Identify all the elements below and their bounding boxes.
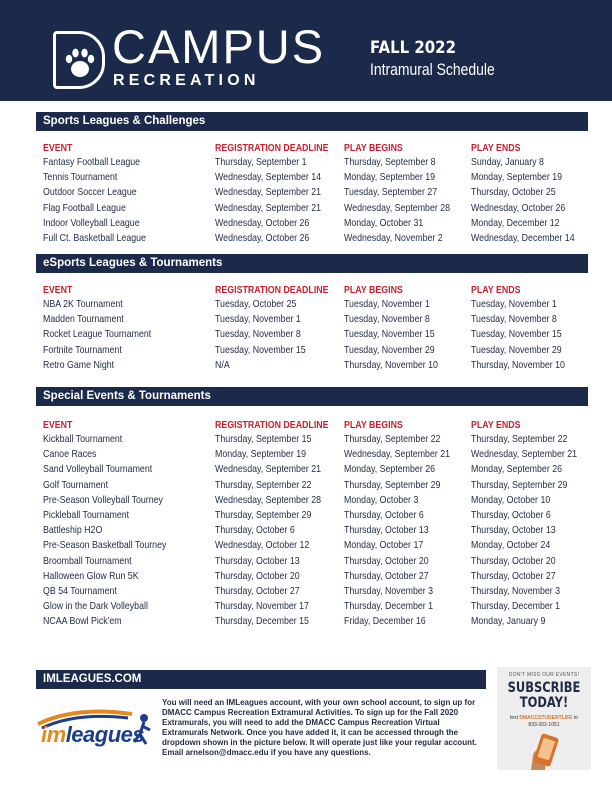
col-play-ends-header: PLAY ENDS bbox=[471, 284, 521, 296]
season-title: FALL 2022 bbox=[370, 38, 456, 58]
event-name: Canoe Races bbox=[43, 448, 97, 461]
event-name: Glow in the Dark Volleyball bbox=[43, 600, 148, 613]
col-registration-deadline-value: Thursday, October 20 bbox=[215, 569, 300, 582]
col-registration-deadline-value: Thursday, September 22 bbox=[215, 478, 312, 491]
imleagues-logo-text bbox=[41, 722, 144, 748]
promo-headline bbox=[505, 681, 582, 711]
col-play-begins-value: Monday, October 31 bbox=[344, 216, 424, 229]
col-play-ends-value: Tuesday, November 8 bbox=[471, 313, 557, 326]
col-registration-deadline-value: Thursday, September 1 bbox=[215, 156, 307, 168]
col-event-header: EVENT bbox=[43, 284, 73, 296]
col-play-ends-value: Thursday, October 20 bbox=[471, 554, 556, 567]
col-play-ends-value: Tuesday, November 29 bbox=[471, 343, 562, 356]
event-name: NCAA Bowl Pick'em bbox=[43, 615, 122, 628]
col-registration-deadline-header: REGISTRATION DEADLINE bbox=[215, 142, 329, 154]
col-play-begins-value: Wednesday, September 21 bbox=[344, 448, 451, 461]
col-registration-deadline-value: Wednesday, October 26 bbox=[215, 232, 310, 244]
col-play-begins-value: Thursday, November 10 bbox=[344, 358, 438, 371]
event-name: Flag Football League bbox=[43, 201, 126, 214]
col-play-ends-value: Monday, September 26 bbox=[471, 463, 563, 476]
col-play-begins-header: PLAY BEGINS bbox=[344, 284, 403, 296]
col-play-ends-value: Thursday, December 1 bbox=[471, 600, 561, 613]
subscribe-promo bbox=[497, 667, 591, 770]
col-play-ends-value: Monday, December 12 bbox=[471, 216, 560, 229]
col-play-begins-header: PLAY BEGINS bbox=[344, 419, 403, 431]
col-play-ends-value: Tuesday, November 15 bbox=[471, 328, 562, 341]
section-band-sports: Sports Leagues & Challenges bbox=[36, 112, 588, 131]
event-name: Fortnite Tournament bbox=[43, 343, 122, 356]
col-play-begins-value: Thursday, September 22 bbox=[344, 433, 441, 445]
imleagues-logo bbox=[36, 704, 160, 752]
logo-recreation-text: RECREATION bbox=[113, 72, 260, 89]
event-name: Golf Tournament bbox=[43, 478, 109, 491]
event-name: NBA 2K Tournament bbox=[43, 298, 123, 310]
col-play-begins-value: Monday, October 3 bbox=[344, 493, 419, 506]
event-name: Halloween Glow Run 5K bbox=[43, 569, 139, 582]
col-registration-deadline-value: Thursday, September 15 bbox=[215, 433, 312, 445]
col-play-begins-value: Thursday, October 20 bbox=[344, 554, 429, 567]
event-name: QB 54 Tournament bbox=[43, 585, 117, 597]
col-registration-deadline-value: N/A bbox=[215, 358, 230, 371]
col-play-begins-value: Tuesday, November 15 bbox=[344, 328, 435, 341]
col-play-ends-value: Thursday, October 6 bbox=[471, 509, 551, 521]
imleagues-url-band[interactable]: IMLEAGUES.COM bbox=[36, 670, 486, 689]
col-registration-deadline-value: Thursday, October 13 bbox=[215, 554, 300, 567]
col-play-begins-value: Thursday, October 6 bbox=[344, 509, 424, 521]
promo-text-pre: text bbox=[509, 715, 519, 721]
col-play-begins-value: Thursday, December 1 bbox=[344, 600, 434, 613]
col-play-ends-value: Thursday, September 22 bbox=[471, 433, 568, 445]
col-play-begins-value: Thursday, September 8 bbox=[344, 156, 436, 168]
col-play-begins-value: Wednesday, November 2 bbox=[344, 232, 443, 244]
col-play-begins-value: Wednesday, September 28 bbox=[344, 201, 451, 214]
promo-text-post: to bbox=[573, 715, 579, 721]
col-play-begins-value: Tuesday, November 8 bbox=[344, 313, 430, 326]
col-event-header: EVENT bbox=[43, 419, 73, 431]
logo-text-im: im bbox=[41, 722, 66, 747]
d-paw-logo-badge bbox=[53, 31, 105, 89]
col-play-begins-value: Monday, September 26 bbox=[344, 463, 436, 476]
event-name: Broomball Tournament bbox=[43, 554, 132, 567]
logo-campus-text: CAMPUS bbox=[112, 20, 326, 73]
promo-tagline: DON'T MISS OUR EVENTS! bbox=[508, 672, 580, 678]
col-registration-deadline-value: Wednesday, September 21 bbox=[215, 201, 322, 214]
schedule-subtitle: Intramural Schedule bbox=[370, 60, 495, 79]
col-registration-deadline-value: Thursday, November 17 bbox=[215, 600, 309, 613]
col-play-ends-value: Monday, January 9 bbox=[471, 615, 546, 628]
col-play-begins-value: Monday, October 17 bbox=[344, 539, 424, 552]
col-play-ends-value: Sunday, January 8 bbox=[471, 156, 544, 168]
col-registration-deadline-header: REGISTRATION DEADLINE bbox=[215, 284, 329, 296]
col-registration-deadline-value: Wednesday, October 26 bbox=[215, 216, 310, 229]
event-name: Rocket League Tournament bbox=[43, 328, 152, 341]
col-play-ends-value: Wednesday, December 14 bbox=[471, 232, 575, 244]
event-name: Tennis Tournament bbox=[43, 171, 118, 184]
col-play-begins-value: Thursday, October 27 bbox=[344, 569, 429, 582]
col-play-begins-value: Tuesday, November 29 bbox=[344, 343, 435, 356]
col-play-begins-value: Tuesday, September 27 bbox=[344, 186, 438, 199]
col-registration-deadline-value: Tuesday, November 15 bbox=[215, 343, 306, 356]
col-registration-deadline-value: Wednesday, October 12 bbox=[215, 539, 310, 552]
event-name: Full Ct. Basketball League bbox=[43, 232, 146, 244]
col-registration-deadline-value: Wednesday, September 28 bbox=[215, 493, 322, 506]
col-play-begins-value: Thursday, September 29 bbox=[344, 478, 441, 491]
col-play-ends-value: Monday, October 10 bbox=[471, 493, 551, 506]
event-name: Madden Tournament bbox=[43, 313, 124, 326]
col-registration-deadline-value: Wednesday, September 14 bbox=[215, 171, 322, 184]
col-registration-deadline-value: Tuesday, October 25 bbox=[215, 298, 297, 310]
event-name: Pre-Season Volleyball Tourney bbox=[43, 493, 163, 506]
col-play-ends-value: Thursday, October 25 bbox=[471, 186, 556, 199]
signup-instructions: You will need an IMLeagues account, with your own school account, to sign up for DMACC Campus Recreation Extramural Activities. To sign up for the Fall 2020 Extramurals, you will need to add the DMACC Campus Recreation Virtual Extramurals Network. Once you have added it, it can be accessed through the dropdown shown in the picture below. It will operate just like your regular account. Email arnelson@dmacc.edu if you have any questions. bbox=[162, 698, 477, 757]
promo-headline-2: TODAY! bbox=[519, 695, 569, 711]
event-name: Kickball Tournament bbox=[43, 433, 123, 445]
col-play-begins-header: PLAY BEGINS bbox=[344, 142, 403, 154]
col-play-ends-value: Wednesday, September 21 bbox=[471, 448, 578, 461]
col-registration-deadline-value: Tuesday, November 8 bbox=[215, 328, 301, 341]
col-registration-deadline-value: Wednesday, September 21 bbox=[215, 463, 322, 476]
col-play-begins-value: Monday, September 19 bbox=[344, 171, 436, 184]
col-registration-deadline-value: Thursday, October 27 bbox=[215, 585, 300, 597]
event-name: Retro Game Night bbox=[43, 358, 115, 371]
promo-text-instruction bbox=[497, 715, 591, 721]
section-band-esports: eSports Leagues & Tournaments bbox=[36, 254, 588, 273]
col-play-begins-value: Tuesday, November 1 bbox=[344, 298, 430, 310]
col-play-begins-value: Friday, December 16 bbox=[344, 615, 426, 628]
phone-in-hand-icon bbox=[527, 731, 561, 770]
col-registration-deadline-value: Tuesday, November 1 bbox=[215, 313, 301, 326]
col-registration-deadline-value: Thursday, October 6 bbox=[215, 524, 295, 537]
promo-keyword: DMACCSTUDENTLIFE bbox=[519, 715, 573, 721]
col-play-ends-header: PLAY ENDS bbox=[471, 142, 521, 154]
col-play-begins-value: Thursday, November 3 bbox=[344, 585, 434, 597]
col-play-ends-value: Thursday, September 29 bbox=[471, 478, 568, 491]
col-play-begins-value: Thursday, October 13 bbox=[344, 524, 429, 537]
col-play-ends-value: Tuesday, November 1 bbox=[471, 298, 557, 310]
logo-text-leagues: leagues bbox=[65, 722, 145, 747]
col-registration-deadline-value: Thursday, September 29 bbox=[215, 509, 312, 521]
col-play-ends-value: Thursday, November 3 bbox=[471, 585, 561, 597]
event-name: Fantasy Football League bbox=[43, 156, 141, 168]
col-play-ends-value: Wednesday, October 26 bbox=[471, 201, 566, 214]
section-band-special: Special Events & Tournaments bbox=[36, 387, 588, 406]
col-registration-deadline-header: REGISTRATION DEADLINE bbox=[215, 419, 329, 431]
event-name: Pre-Season Basketball Tourney bbox=[43, 539, 167, 552]
col-registration-deadline-value: Wednesday, September 21 bbox=[215, 186, 322, 199]
col-registration-deadline-value: Thursday, December 15 bbox=[215, 615, 309, 628]
col-play-ends-value: Thursday, November 10 bbox=[471, 358, 565, 371]
event-name: Sand Volleyball Tournament bbox=[43, 463, 153, 476]
event-name: Pickleball Tournament bbox=[43, 509, 130, 521]
col-registration-deadline-value: Monday, September 19 bbox=[215, 448, 307, 461]
col-play-ends-value: Monday, October 24 bbox=[471, 539, 551, 552]
promo-phone: 833-302-1051 bbox=[528, 722, 560, 728]
promo-headline-1: SUBSCRIBE bbox=[507, 680, 581, 696]
col-play-ends-value: Monday, September 19 bbox=[471, 171, 563, 184]
event-name: Outdoor Soccer League bbox=[43, 186, 137, 199]
event-name: Battleship H2O bbox=[43, 524, 103, 537]
header-banner bbox=[0, 0, 612, 101]
col-play-ends-header: PLAY ENDS bbox=[471, 419, 521, 431]
col-event-header: EVENT bbox=[43, 142, 73, 154]
col-play-ends-value: Thursday, October 27 bbox=[471, 569, 556, 582]
event-name: Indoor Volleyball League bbox=[43, 216, 140, 229]
paw-icon bbox=[64, 46, 96, 80]
col-play-ends-value: Thursday, October 13 bbox=[471, 524, 556, 537]
